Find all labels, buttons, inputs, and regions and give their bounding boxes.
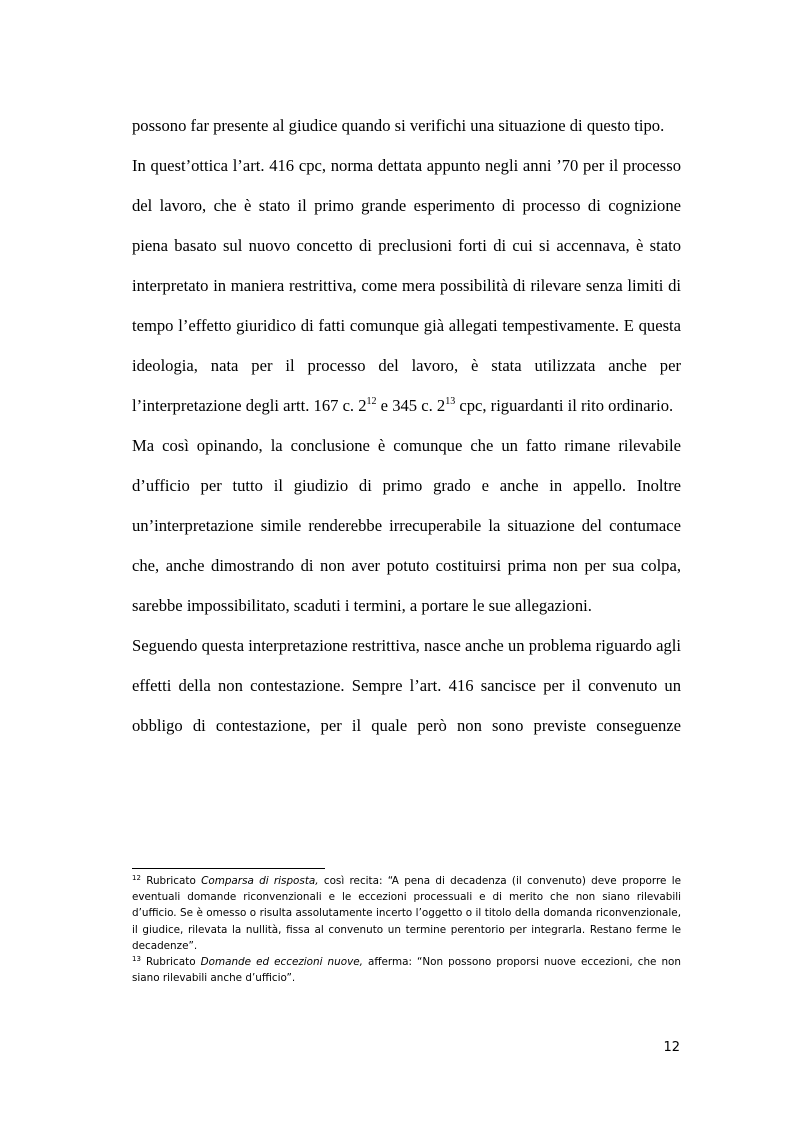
footnote-separator	[132, 868, 325, 869]
footnote-ref-13: 13	[445, 396, 456, 407]
footnote-number: 13	[132, 955, 141, 964]
footnote-text: afferma: “Non possono proporsi nuove eccezioni, che non siano rilevabili anche d’ufficio”.	[132, 956, 681, 985]
paragraph-4: Seguendo questa interpretazione restrittiva, nasce anche un problema riguardo agli effetti della non contestazione. Sempre l’art. 416 sancisce per il convenuto un obbligo di contestazione, per il quale però non sono previste conseguenze	[132, 636, 681, 735]
paragraph-1: possono far presente al giudice quando si verifichi una situazione di questo tipo.	[132, 116, 665, 135]
footnote-title: Comparsa di risposta,	[201, 875, 319, 887]
footnote-text: così recita: “A pena di decadenza (il convenuto) deve proporre le eventuali domande riconvenzionali e le eccezioni processuali e di merito che non siano rilevabili d’ufficio. Se è omesso o risulta assolutamente incerto l’oggetto o il titolo della domanda riconvenzionale, il giudice, rilevata la nullità, fissa al convenuto un termine perentorio per integrarla. Restano ferme le decadenze”.	[132, 875, 681, 952]
footnote-number: 12	[132, 874, 141, 882]
footnote-13	[132, 954, 681, 986]
body-text	[132, 106, 681, 746]
page-number: 12	[663, 1040, 680, 1055]
paragraph-2-text-a: In quest’ottica l’art. 416 cpc, norma dettata appunto negli anni ’70 per il processo del lavoro, che è stato il primo grande esperimento di processo di cognizione piena basato sul nuovo concetto di preclusioni forti di cui si accennava, è stato interpretato in maniera restrittiva, come mera possibilità di rilevare senza limiti di tempo l’effetto giuridico di fatti comunque già allegati tempestivamente. E questa ideologia, nata per il processo del lavoro, è stata utilizzata anche per l’interpretazione degli artt. 167 c. 2	[132, 156, 681, 415]
paragraph-2	[132, 146, 681, 426]
footnote-ref-12: 12	[366, 396, 377, 407]
footnotes	[132, 873, 681, 986]
footnote-text-pre: Rubricato	[140, 875, 202, 887]
paragraph-2-text-b: e 345 c. 2	[376, 396, 446, 415]
footnote-text-pre: Rubricato	[140, 956, 201, 969]
paragraph-3: Ma così opinando, la conclusione è comunque che un fatto rimane rilevabile d’ufficio per tutto il giudizio di primo grado e anche in appello. Inoltre un’interpretazione simile renderebbe irrecuperabile la situazione del contumace che, anche dimostrando di non aver potuto costituirsi prima non per sua colpa, sarebbe impossibilitato, scaduti i termini, a portare le sue allegazioni.	[132, 436, 681, 615]
footnote-title: Domande ed eccezioni nuove,	[200, 956, 363, 969]
footnote-12	[132, 873, 681, 954]
paragraph-2-text-c: cpc, riguardanti il rito ordinario.	[455, 396, 674, 415]
